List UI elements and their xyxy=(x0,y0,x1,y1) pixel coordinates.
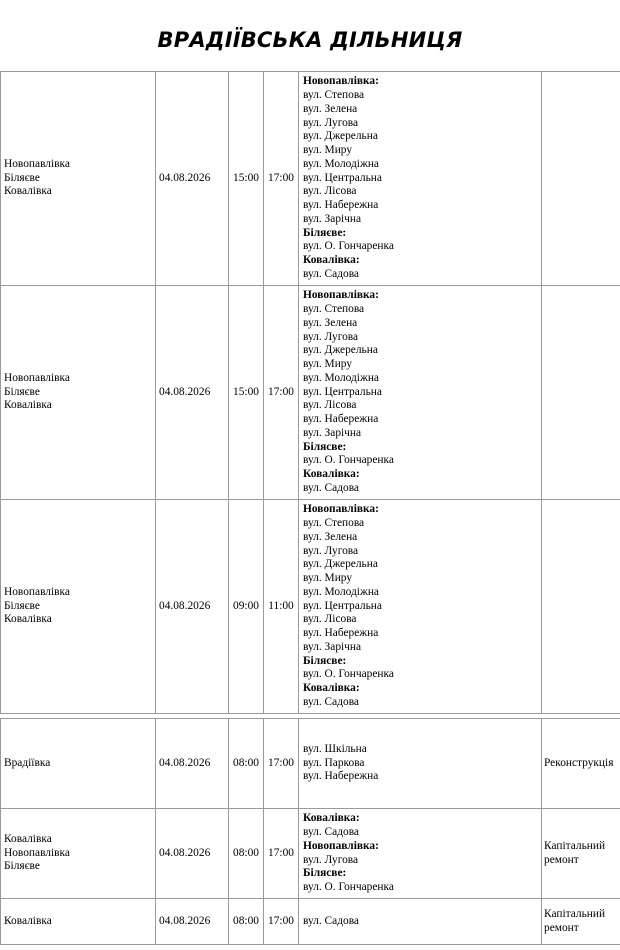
streets-line: вул. Центральна xyxy=(303,171,382,184)
schedule-table-secondary xyxy=(0,718,620,945)
streets-line: вул. О. Гончаренка xyxy=(303,668,394,681)
table-row xyxy=(1,500,620,714)
streets-line: вул. Джерельна xyxy=(303,344,378,357)
date-line: 04.08.2026 xyxy=(159,756,211,769)
streets-line: вул. Садова xyxy=(303,826,359,838)
settlements-line: Біляєве xyxy=(4,385,40,398)
note-cell xyxy=(542,500,620,714)
streets-line: Білясве: xyxy=(303,867,347,880)
streets-line: вул. Лісова xyxy=(303,613,357,626)
settlements-line: Біляєве xyxy=(4,599,40,612)
streets-line: вул. Лісова xyxy=(303,185,357,198)
table-row xyxy=(1,899,620,945)
date-line: 04.08.2026 xyxy=(159,846,211,859)
streets-line: вул. Садова xyxy=(303,695,359,708)
settlements-line: Ковалівка xyxy=(4,399,52,412)
streets-line: вул. Миру xyxy=(303,358,353,371)
start-time-line: 08:00 xyxy=(233,846,259,859)
streets-cell xyxy=(299,500,542,714)
streets-line: вул. Зелена xyxy=(303,530,358,543)
start-time-cell xyxy=(229,500,264,714)
streets-line: вул. Миру xyxy=(303,144,353,157)
note-line: Капітальний xyxy=(544,839,606,852)
streets-cell xyxy=(299,809,542,899)
note-line: ремонт xyxy=(544,921,579,934)
start-time-cell xyxy=(229,286,264,500)
settlements-line: Ковалівка xyxy=(4,832,52,845)
streets-line: вул. Зарічна xyxy=(303,212,362,225)
streets-line: Новопавлівка: xyxy=(303,289,379,302)
end-time-line: 17:00 xyxy=(268,914,294,927)
streets-line: вул. Молодіжна xyxy=(303,157,379,170)
streets-line: вул. Набережна xyxy=(303,770,379,783)
settlements-line: Новопавлівка xyxy=(4,846,70,859)
streets-line: Новопавлівка: xyxy=(303,75,379,88)
table-row xyxy=(1,809,620,899)
start-time-line: 08:00 xyxy=(233,914,259,927)
note-line: Капітальний xyxy=(544,907,606,920)
end-time-cell xyxy=(264,899,299,945)
streets-line: Ковалівка: xyxy=(303,682,360,695)
streets-line: вул. Степова xyxy=(303,303,365,316)
settlements-cell xyxy=(1,500,156,714)
table-row xyxy=(1,286,620,500)
streets-line: Ковалівка: xyxy=(303,468,360,481)
settlements-line: Ковалівка xyxy=(4,185,52,198)
note-cell xyxy=(542,899,620,945)
streets-cell xyxy=(299,899,542,945)
end-time-line: 17:00 xyxy=(268,846,294,859)
settlements-cell xyxy=(1,899,156,945)
date-cell xyxy=(156,72,229,286)
streets-line: Білясве: xyxy=(303,440,347,453)
streets-line: вул. О. Гончаренка xyxy=(303,454,394,467)
streets-line: Новопавлівка: xyxy=(303,839,379,852)
note-cell xyxy=(542,719,620,809)
streets-line: вул. Зелена xyxy=(303,316,358,329)
streets-line: вул. Зелена xyxy=(303,102,358,115)
end-time-cell xyxy=(264,500,299,714)
streets-line: вул. О. Гончаренка xyxy=(303,240,394,253)
streets-line: вул. О. Гончаренка xyxy=(303,881,394,893)
table-row xyxy=(1,72,620,286)
note-cell xyxy=(542,809,620,899)
start-time-line: 15:00 xyxy=(233,171,259,184)
date-line: 04.08.2026 xyxy=(159,171,211,184)
streets-line: вул. Садова xyxy=(303,481,359,494)
streets-line: вул. Лугова xyxy=(303,330,359,343)
streets-line: Ковалівка: xyxy=(303,812,360,825)
settlements-line: Біляєве xyxy=(4,171,40,184)
date-cell xyxy=(156,719,229,809)
settlements-cell xyxy=(1,286,156,500)
streets-line: вул. Молодіжна xyxy=(303,585,379,598)
streets-line: вул. Миру xyxy=(303,572,353,585)
streets-line: вул. Зарічна xyxy=(303,640,362,653)
streets-line: вул. Молодіжна xyxy=(303,371,379,384)
streets-line: вул. Степова xyxy=(303,517,365,530)
settlements-line: Ковалівка xyxy=(4,914,52,927)
start-time-cell xyxy=(229,899,264,945)
note-line: Реконструкція xyxy=(544,756,614,769)
streets-line: вул. Набережна xyxy=(303,413,379,426)
date-line: 04.08.2026 xyxy=(159,914,211,927)
end-time-line: 17:00 xyxy=(268,756,294,769)
streets-line: Ковалівка: xyxy=(303,254,360,267)
settlements-cell xyxy=(1,809,156,899)
streets-line: вул. Шкільна xyxy=(303,742,367,755)
date-line: 04.08.2026 xyxy=(159,385,211,398)
streets-cell xyxy=(299,72,542,286)
streets-line: вул. Лугова xyxy=(303,853,359,866)
date-line: 04.08.2026 xyxy=(159,599,211,612)
start-time-line: 09:00 xyxy=(233,599,259,612)
start-time-cell xyxy=(229,809,264,899)
start-time-cell xyxy=(229,72,264,286)
date-cell xyxy=(156,286,229,500)
streets-line: вул. Набережна xyxy=(303,199,379,212)
streets-line: вул. Центральна xyxy=(303,385,382,398)
end-time-line: 11:00 xyxy=(268,599,294,612)
streets-line: вул. Степова xyxy=(303,89,365,102)
end-time-line: 17:00 xyxy=(268,171,294,184)
date-cell xyxy=(156,809,229,899)
end-time-line: 17:00 xyxy=(268,385,294,398)
page-title: ВРАДІЇВСЬКА ДІЛЬНИЦЯ xyxy=(157,28,463,52)
end-time-cell xyxy=(264,719,299,809)
streets-line: вул. Джерельна xyxy=(303,558,378,571)
note-line: ремонт xyxy=(544,853,579,866)
settlements-line: Врадіївка xyxy=(4,756,51,769)
settlements-cell xyxy=(1,72,156,286)
streets-line: Новопавлівка: xyxy=(303,503,379,516)
streets-line: Білясве: xyxy=(303,654,347,667)
streets-line: вул. Лугова xyxy=(303,116,359,129)
settlements-cell xyxy=(1,719,156,809)
settlements-line: Біляєве xyxy=(4,860,40,873)
start-time-line: 08:00 xyxy=(233,756,259,769)
streets-line: вул. Садова xyxy=(303,914,359,927)
streets-cell xyxy=(299,286,542,500)
streets-line: вул. Набережна xyxy=(303,627,379,640)
date-cell xyxy=(156,500,229,714)
start-time-line: 15:00 xyxy=(233,385,259,398)
settlements-line: Ковалівка xyxy=(4,613,52,626)
end-time-cell xyxy=(264,809,299,899)
date-cell xyxy=(156,899,229,945)
streets-line: вул. Лугова xyxy=(303,544,359,557)
end-time-cell xyxy=(264,286,299,500)
streets-line: вул. Зарічна xyxy=(303,426,362,439)
settlements-line: Новопавлівка xyxy=(4,585,70,598)
settlements-line: Новопавлівка xyxy=(4,157,70,170)
streets-line: вул. Садова xyxy=(303,267,359,280)
schedule-table-main xyxy=(0,71,620,714)
start-time-cell xyxy=(229,719,264,809)
note-cell xyxy=(542,72,620,286)
streets-line: вул. Джерельна xyxy=(303,130,378,143)
streets-cell xyxy=(299,719,542,809)
end-time-cell xyxy=(264,72,299,286)
streets-line: Біляєве: xyxy=(303,226,347,239)
settlements-line: Новопавлівка xyxy=(4,371,70,384)
streets-line: вул. Центральна xyxy=(303,599,382,612)
note-cell xyxy=(542,286,620,500)
table-row xyxy=(1,719,620,809)
streets-line: вул. Паркова xyxy=(303,756,365,769)
streets-line: вул. Лісова xyxy=(303,399,357,412)
